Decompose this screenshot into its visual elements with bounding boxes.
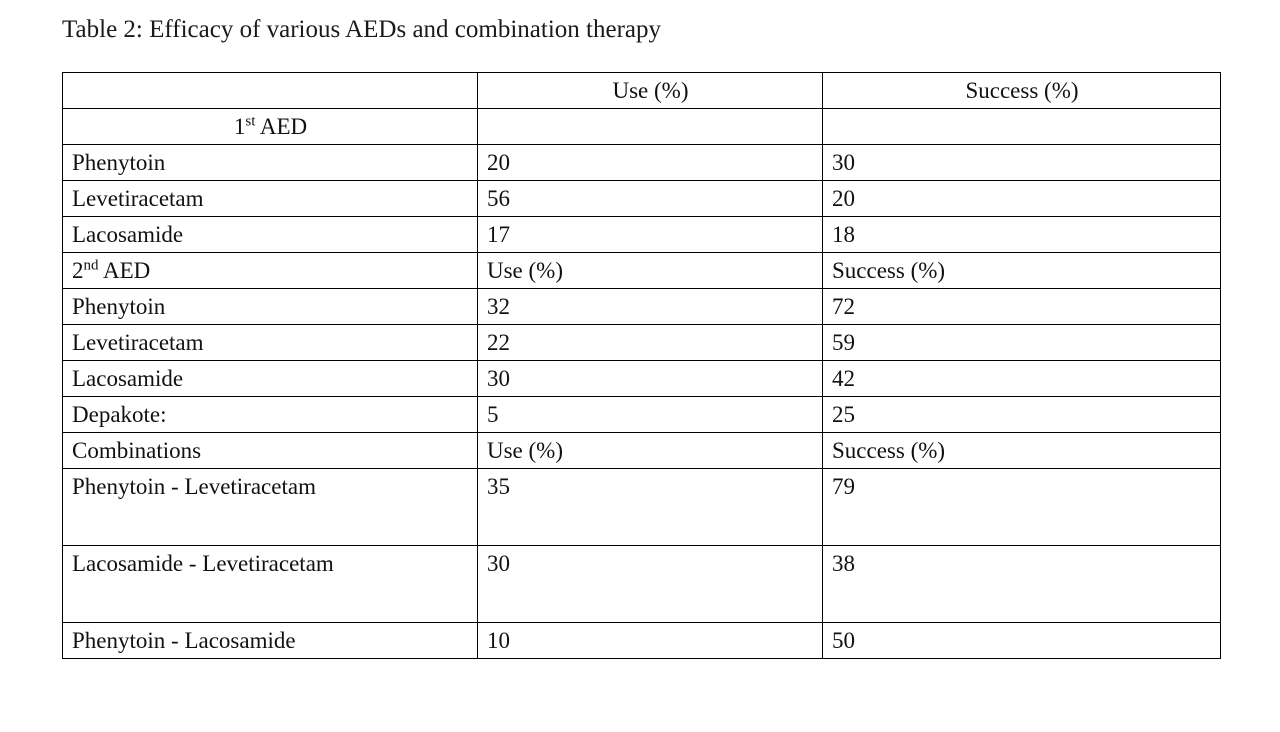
row-use: 10 bbox=[478, 623, 823, 659]
row-name: Depakote: bbox=[63, 397, 478, 433]
efficacy-table bbox=[62, 72, 1221, 659]
row-use: 30 bbox=[478, 546, 823, 623]
row-name: Phenytoin - Levetiracetam bbox=[63, 469, 478, 546]
row-name: Lacosamide bbox=[63, 217, 478, 253]
section-success-2nd-aed: Success (%) bbox=[823, 253, 1221, 289]
row-use: 17 bbox=[478, 217, 823, 253]
table-row bbox=[63, 546, 1221, 623]
section-success-1st-aed bbox=[823, 109, 1221, 145]
row-use: 32 bbox=[478, 289, 823, 325]
row-success: 38 bbox=[823, 546, 1221, 623]
table-header-row bbox=[63, 73, 1221, 109]
table-row bbox=[63, 289, 1221, 325]
header-cell-blank bbox=[63, 73, 478, 109]
row-name: Lacosamide bbox=[63, 361, 478, 397]
section-header-row bbox=[63, 109, 1221, 145]
table-row bbox=[63, 325, 1221, 361]
row-use: 22 bbox=[478, 325, 823, 361]
section-use-2nd-aed: Use (%) bbox=[478, 253, 823, 289]
header-cell-use: Use (%) bbox=[478, 73, 823, 109]
row-success: 20 bbox=[823, 181, 1221, 217]
header-cell-success: Success (%) bbox=[823, 73, 1221, 109]
table-row bbox=[63, 361, 1221, 397]
section-label-combinations: Combinations bbox=[63, 433, 478, 469]
row-success: 50 bbox=[823, 623, 1221, 659]
section-label-1st-aed: 1st AED bbox=[63, 109, 478, 145]
section-label-tail: AED bbox=[255, 114, 308, 139]
row-success: 79 bbox=[823, 469, 1221, 546]
row-use: 5 bbox=[478, 397, 823, 433]
section-success-combinations: Success (%) bbox=[823, 433, 1221, 469]
row-success: 72 bbox=[823, 289, 1221, 325]
ordinal-suffix: st bbox=[245, 113, 256, 130]
row-name: Phenytoin - Lacosamide bbox=[63, 623, 478, 659]
table-row bbox=[63, 145, 1221, 181]
section-label-2nd-aed: 2nd AED bbox=[63, 253, 478, 289]
ordinal-suffix: nd bbox=[83, 257, 99, 274]
row-use: 20 bbox=[478, 145, 823, 181]
row-success: 30 bbox=[823, 145, 1221, 181]
row-name: Lacosamide - Levetiracetam bbox=[63, 546, 478, 623]
section-use-combinations: Use (%) bbox=[478, 433, 823, 469]
row-success: 18 bbox=[823, 217, 1221, 253]
table-row bbox=[63, 181, 1221, 217]
row-success: 42 bbox=[823, 361, 1221, 397]
table-row bbox=[63, 217, 1221, 253]
section-header-row bbox=[63, 253, 1221, 289]
row-name: Phenytoin bbox=[63, 145, 478, 181]
row-success: 25 bbox=[823, 397, 1221, 433]
row-use: 35 bbox=[478, 469, 823, 546]
row-name: Levetiracetam bbox=[63, 325, 478, 361]
section-use-1st-aed bbox=[478, 109, 823, 145]
table-row bbox=[63, 397, 1221, 433]
row-success: 59 bbox=[823, 325, 1221, 361]
table-row bbox=[63, 469, 1221, 546]
row-name: Levetiracetam bbox=[63, 181, 478, 217]
row-name: Phenytoin bbox=[63, 289, 478, 325]
section-label-tail: AED bbox=[98, 258, 151, 283]
section-header-row bbox=[63, 433, 1221, 469]
table-caption: Table 2: Efficacy of various AEDs and combination therapy bbox=[62, 16, 661, 43]
row-use: 56 bbox=[478, 181, 823, 217]
table-row bbox=[63, 623, 1221, 659]
row-use: 30 bbox=[478, 361, 823, 397]
